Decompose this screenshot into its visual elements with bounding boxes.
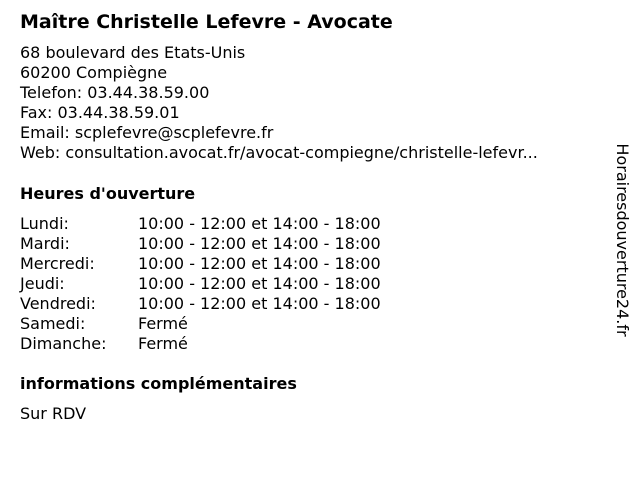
day-hours: Fermé — [138, 314, 188, 333]
day-label: Jeudi: — [20, 274, 65, 293]
day-label: Mercredi: — [20, 254, 95, 273]
hours-row-wednesday — [20, 254, 381, 274]
day-label: Samedi: — [20, 314, 86, 333]
day-hours: 10:00 - 12:00 et 14:00 - 18:00 — [138, 214, 381, 233]
site-brand: Horairesdouverture24.fr — [613, 143, 632, 337]
day-label: Mardi: — [20, 234, 70, 253]
address-street: 68 boulevard des Etats-Unis — [20, 43, 246, 62]
hours-row-sunday — [20, 334, 381, 354]
email-line: Email: scplefevre@scplefevre.fr — [20, 123, 274, 142]
web-line: Web: consultation.avocat.fr/avocat-compiegne/christelle-lefevr... — [20, 143, 538, 162]
info-text: Sur RDV — [20, 404, 87, 423]
contact-block — [20, 43, 538, 163]
day-hours: 10:00 - 12:00 et 14:00 - 18:00 — [138, 294, 381, 313]
day-hours: 10:00 - 12:00 et 14:00 - 18:00 — [138, 274, 381, 293]
day-hours: 10:00 - 12:00 et 14:00 - 18:00 — [138, 234, 381, 253]
info-heading: informations complémentaires — [20, 374, 297, 393]
day-label: Dimanche: — [20, 334, 107, 353]
hours-row-monday — [20, 214, 381, 234]
hours-row-saturday — [20, 314, 381, 334]
phone-line: Telefon: 03.44.38.59.00 — [20, 83, 210, 102]
hours-table — [20, 214, 381, 354]
day-label: Lundi: — [20, 214, 69, 233]
hours-row-tuesday — [20, 234, 381, 254]
day-hours: Fermé — [138, 334, 188, 353]
hours-row-thursday — [20, 274, 381, 294]
address-city: 60200 Compiègne — [20, 63, 168, 82]
day-hours: 10:00 - 12:00 et 14:00 - 18:00 — [138, 254, 381, 273]
hours-heading: Heures d'ouverture — [20, 184, 196, 203]
hours-row-friday — [20, 294, 381, 314]
fax-line: Fax: 03.44.38.59.01 — [20, 103, 180, 122]
day-label: Vendredi: — [20, 294, 96, 313]
page-title: Maître Christelle Lefevre - Avocate — [20, 11, 393, 33]
